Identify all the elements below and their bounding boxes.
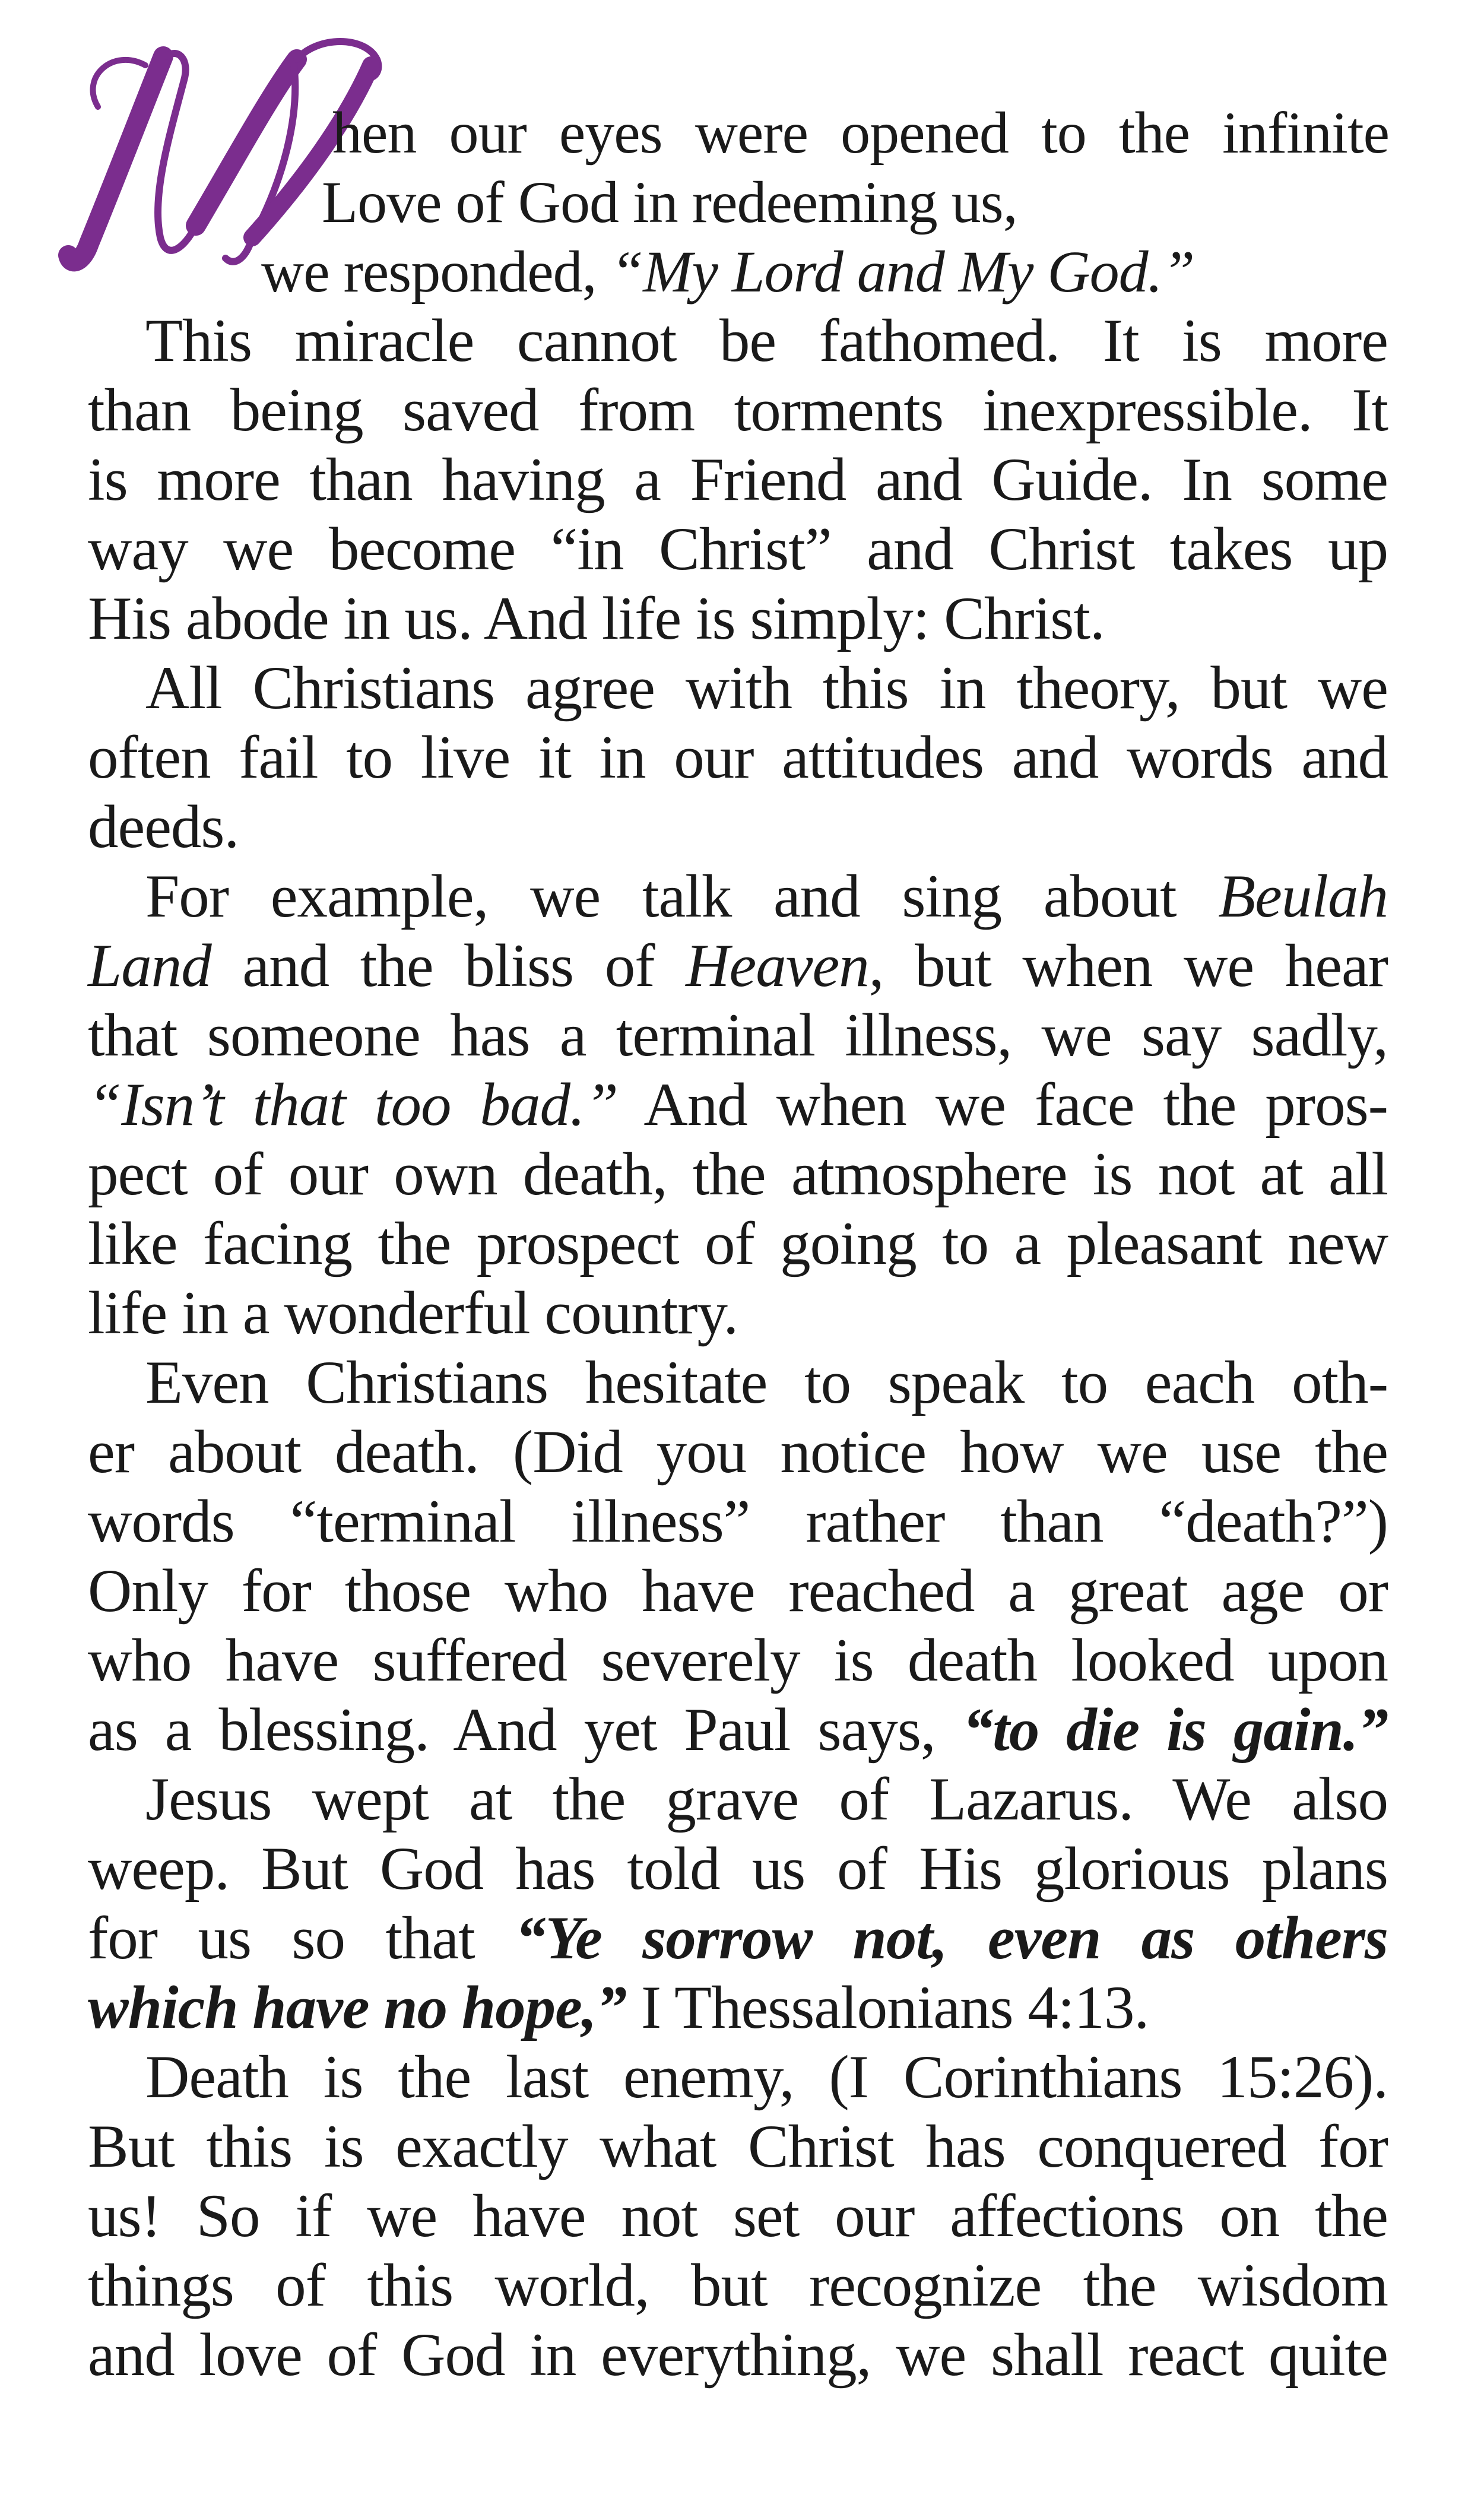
p6-line-3: us! So if we have not set our affections on the bbox=[88, 2182, 1388, 2250]
p4-line-6: as a blessing. And yet Paul says, “to die is gain.” bbox=[88, 1696, 1388, 1764]
p1-line-1: This miracle cannot be fathomed. It is more bbox=[145, 307, 1388, 375]
p3-line-4: “Isn’t that too bad.” And when we face the pros- bbox=[88, 1071, 1388, 1139]
p3-line-7: life in a wonderful country. bbox=[88, 1279, 738, 1347]
intro-line-3: we responded, “My Lord and My God.” bbox=[261, 239, 1195, 305]
p5-line-1: Jesus wept at the grave of Lazarus. We also bbox=[145, 1765, 1388, 1833]
p2-line-3: deeds. bbox=[88, 793, 239, 861]
p4-line-3: words “terminal illness” rather than “death?”) bbox=[88, 1488, 1388, 1555]
intro-quote: “My Lord and My God.” bbox=[610, 239, 1195, 305]
p1-line-3: is more than having a Friend and Guide. In some bbox=[88, 446, 1388, 513]
p3-line-3: that someone has a terminal illness, we say sadly, bbox=[88, 1001, 1388, 1069]
intro-line-2: Love of God in redeeming us, bbox=[322, 169, 1017, 235]
p3-line-1: For example, we talk and sing about Beulah bbox=[145, 863, 1388, 930]
p6-line-1: Death is the last enemy, (I Corinthians 15:26). bbox=[145, 2043, 1388, 2111]
p2-line-1: All Christians agree with this in theory, but we bbox=[145, 654, 1388, 722]
p5-line-4: which have no hope,” I Thessalonians 4:13. bbox=[88, 1974, 1149, 2041]
p6-line-2: But this is exactly what Christ has conquered for bbox=[88, 2113, 1388, 2180]
p5-line-2: weep. But God has told us of His glorious plans bbox=[88, 1835, 1388, 1903]
p6-line-5: and love of God in everything, we shall react quite bbox=[88, 2321, 1388, 2389]
p1-line-4: way we become “in Christ” and Christ takes up bbox=[88, 515, 1388, 583]
p1-line-2: than being saved from torments inexpressible. It bbox=[88, 376, 1388, 444]
p2-line-2: often fail to live it in our attitudes and words and bbox=[88, 724, 1388, 791]
p3-line-2: Land and the bliss of Heaven, but when we hear bbox=[88, 932, 1388, 1000]
p4-line-5: who have suffered severely is death looked upon bbox=[88, 1627, 1388, 1694]
p4-line-4: Only for those who have reached a great age or bbox=[88, 1557, 1388, 1625]
p1-line-5: His abode in us. And life is simply: Christ. bbox=[88, 585, 1105, 652]
p3-line-5: pect of our own death, the atmosphere is not at all bbox=[88, 1140, 1388, 1208]
p5-line-3: for us so that “Ye sorrow not, even as others bbox=[88, 1904, 1388, 1972]
p3-line-6: like facing the prospect of going to a pleasant new bbox=[88, 1210, 1388, 1277]
p4-line-2: er about death. (Did you notice how we use the bbox=[88, 1418, 1388, 1486]
intro-line-1: hen our eyes were opened to the infinite bbox=[332, 100, 1389, 166]
p4-line-1: Even Christians hesitate to speak to each oth- bbox=[145, 1349, 1388, 1416]
p6-line-4: things of this world, but recognize the wisdom bbox=[88, 2252, 1388, 2319]
